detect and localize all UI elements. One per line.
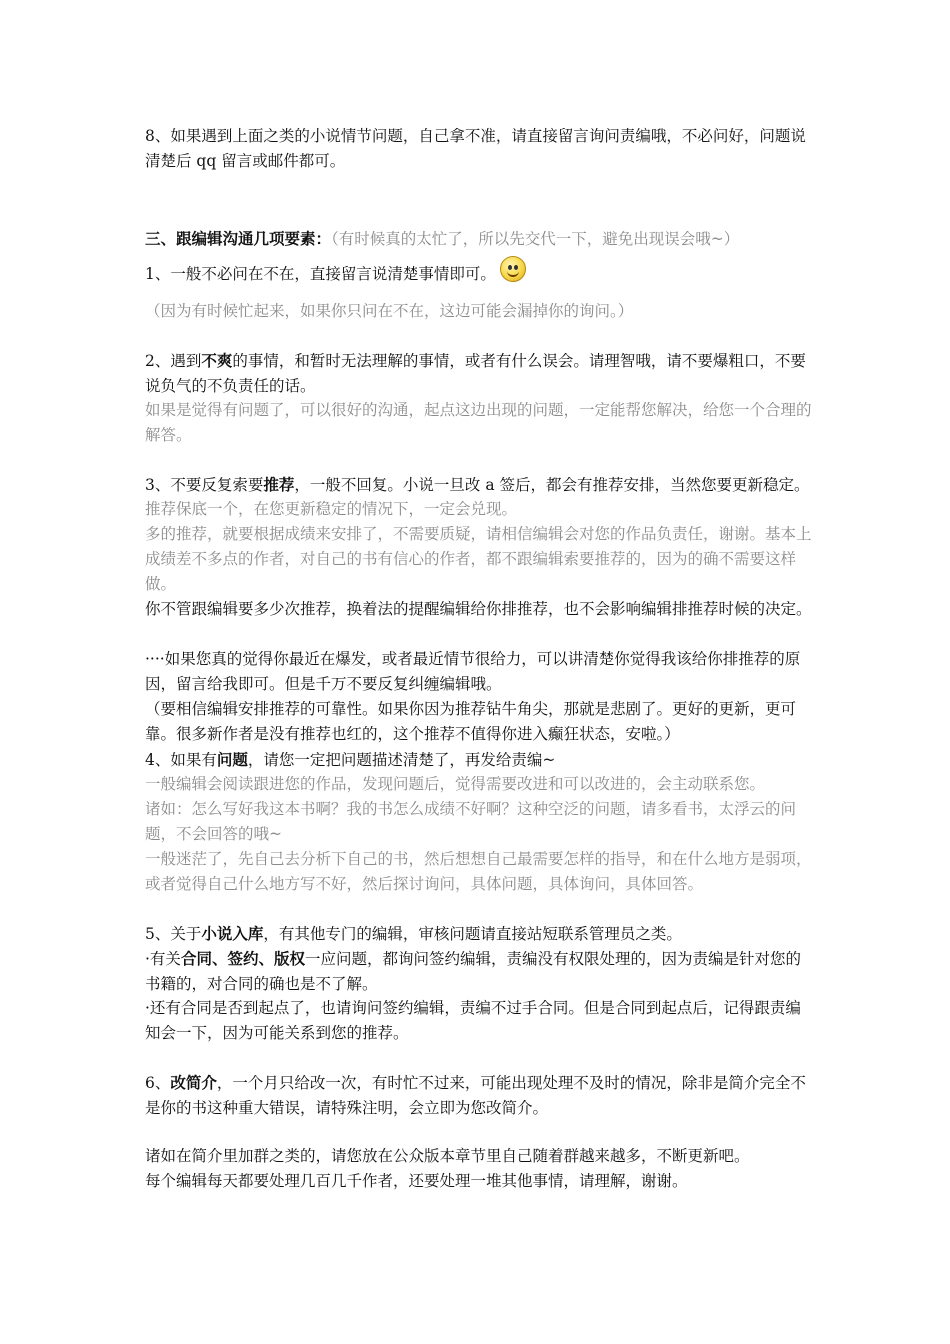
item-4-bold: 问题 <box>216 750 248 769</box>
item-3 <box>145 472 813 498</box>
item-1-text: 1、一般不必问在不在，直接留言说清楚事情即可。 <box>145 265 496 283</box>
item-2-pre: 2、遇到 <box>145 352 202 370</box>
item-4-pre: 4、如果有 <box>145 751 217 769</box>
item-3-para-3: （要相信编辑安排推荐的可靠性。如果你因为推荐钻牛角尖，那就是悲剧了。更好的更新，更可靠。很多新作者是没有推荐也红的，这个推荐不值得你进入癫狂状态，安啦。） <box>145 700 797 743</box>
closing-line-2: 每个编辑每天都要处理几百几千作者，还要处理一堆其他事情，请理解，谢谢。 <box>145 1172 688 1190</box>
item-2 <box>145 348 813 399</box>
item-6-post: ，一个月只给改一次，有时忙不过来，可能出现处理不及时的情况，除非是简介完全不是你的书这种重大错误，请特殊注明，会立即为您改简介。 <box>145 1074 806 1117</box>
item-3-note-2: 多的推荐，就要根据成绩来安排了，不需要质疑，请相信编辑会对您的作品负责任，谢谢。基本上成绩差不多点的作者，对自己的书有信心的作者，都不跟编辑索要推荐的，因为的确不需要这样做。 <box>145 525 812 593</box>
item-5-b1-post: 一应问题，都询问签约编辑，责编没有权限处理的，因为责编是针对您的书籍的，对合同的确也是不了解。 <box>145 950 801 993</box>
item-5-pre: 5、关于 <box>145 925 202 943</box>
item-3-bold: 推荐 <box>263 475 295 494</box>
closing-line-1: 诸如在简介里加群之类的，请您放在公众版本章节里自己随着群越来越多，不断更新吧。 <box>145 1147 750 1165</box>
item-4-note-3: 一般迷茫了，先自己去分析下自己的书，然后想想自己最需要怎样的指导，和在什么地方是弱项，或者觉得自己什么地方写不好，然后探讨询问，具体问题，具体询问，具体回答。 <box>145 850 812 893</box>
item-4-note-1: 一般编辑会阅读跟进您的作品，发现问题后，觉得需要改进和可以改进的，会主动联系您。 <box>145 775 766 793</box>
item-5-bold: 小说入库 <box>201 924 264 943</box>
section-title: 三、跟编辑沟通几项要素： <box>145 229 332 248</box>
item-6-bold: 改简介 <box>170 1073 217 1092</box>
item-5-b1-bold: 合同、签约、版权 <box>180 949 305 968</box>
item-3-note-1: 推荐保底一个，在您更新稳定的情况下，一定会兑现。 <box>145 500 518 518</box>
item-2-bold: 不爽 <box>201 351 233 370</box>
item-3-pre: 3、不要反复索要 <box>145 476 264 494</box>
item-6-pre: 6、 <box>145 1074 171 1092</box>
item-4 <box>145 747 813 773</box>
section-note: （有时候真的太忙了，所以先交代一下，避免出现误会哦~） <box>331 230 740 248</box>
item-1 <box>145 256 813 287</box>
item-1-note: （因为有时候忙起来，如果你只问在不在，这边可能会漏掉你的询问。） <box>145 302 634 320</box>
item-3-para-2: ····如果您真的觉得你最近在爆发，或者最近情节很给力，可以讲清楚你觉得我该给你排推荐的原因，留言给我即可。但是千万不要反复纠缠编辑哦。 <box>145 650 801 693</box>
item-5-bullet-2: ·还有合同是否到起点了，也请询问签约编辑，责编不过手合同。但是合同到起点后，记得跟责编知会一下，因为可能关系到您的推荐。 <box>145 999 801 1042</box>
item-4-post: ，请您一定把问题描述清楚了，再发给责编~ <box>247 751 556 769</box>
item-3-para-1: 你不管跟编辑要多少次推荐，换着法的提醒编辑给你排推荐，也不会影响编辑排推荐时候的决定。 <box>145 600 812 618</box>
smiley-icon <box>500 256 526 282</box>
item-2-post: 的事情，和暂时无法理解的事情，或者有什么误会。请理智哦，请不要爆粗口，不要说负气的不负责任的话。 <box>145 352 806 395</box>
paragraph-item-8: 8、如果遇到上面之类的小说情节问题，自己拿不准，请直接留言询问责编哦，不必问好，问题说清楚后 qq 留言或邮件都可。 <box>145 127 806 170</box>
item-5 <box>145 921 813 947</box>
item-5-bullet-1 <box>145 946 813 997</box>
item-2-note: 如果是觉得有问题了，可以很好的沟通，起点这边出现的问题，一定能帮您解决，给您一个合理的解答。 <box>145 401 812 444</box>
item-5-post: ，有其他专门的编辑，审核问题请直接站短联系管理员之类。 <box>263 925 682 943</box>
item-3-post: ，一般不回复。小说一旦改 a 签后，都会有推荐安排，当然您要更新稳定。 <box>294 476 810 494</box>
item-6 <box>145 1070 813 1121</box>
item-4-note-2: 诸如：怎么写好我这本书啊？我的书怎么成绩不好啊？这种空泛的问题，请多看书，太浮云的问题，不会回答的哦~ <box>145 800 797 843</box>
section-3-heading <box>145 226 813 252</box>
item-5-b1-pre: ·有关 <box>145 950 181 968</box>
